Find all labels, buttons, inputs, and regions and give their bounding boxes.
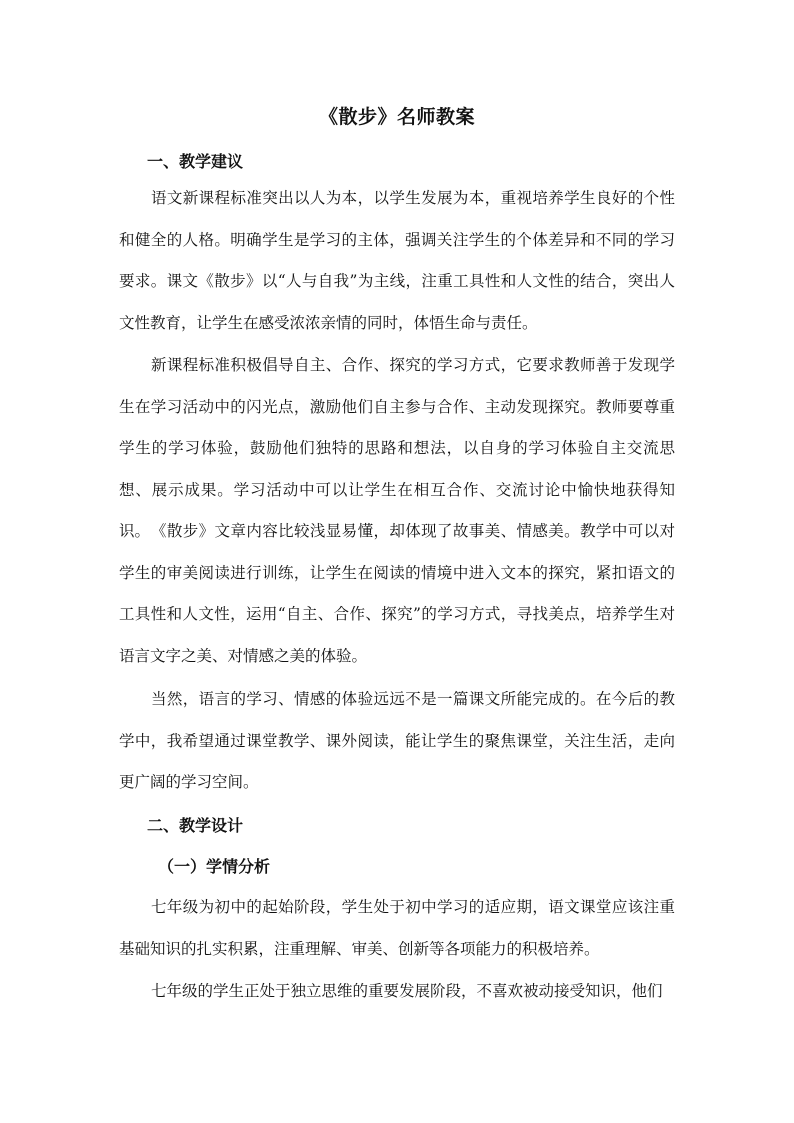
paragraph: 新课程标准积极倡导自主、合作、探究的学习方式，它要求教师善于发现学生在学习活动中的闪光点，激励他们自主参与合作、主动发现探究。教师要尊重学生的学习体验，鼓励他们独特的思路和想法，以自身的学习体验自主交流思想、展示成果。学习活动中可以让学生在相互合作、交流讨论中愉快地获得知识。 [119,356,675,541]
section-heading-teaching-design: 二、教学设计 [147,816,244,835]
subsection-heading-learner-analysis: （一）学情分析 [158,857,271,876]
section-heading-teaching-suggestions: 一、教学建议 [147,152,244,171]
paragraph: 七年级为初中的起始阶段，学生处于初中学习的适应期，语文课堂应该注重基础知识的扎实积累，注重理解、审美、创新等各项能力的积极培养。 [119,898,675,958]
document-title: 《散步》名师教案 [318,106,475,128]
paragraph: 《散步》文章内容比较浅显易懂，却体现了故事美、情感美。教学中可以对学生的审美阅读进行训练，让学生在阅读的情境中进入文本的探究，紧扣语文的工具性和人文性，运用“自主、合作、探究”的学习方式，寻找美点，培养学生对语言文字之美、对情感之美的体验。 [119,522,675,665]
paragraph: 七年级的学生正处于独立思维的重要发展阶段，不喜欢被动接受知识，他们 [151,982,663,1000]
paragraph: 当然，语言的学习、情感的体验远远不是一篇课文所能完成的。在今后的教学中，我希望通过课堂教学、课外阅读，能让学生的聚焦课堂，关注生活，走向更广阔的学习空间。 [119,690,675,792]
paragraph: 语文新课程标准突出以人为本，以学生发展为本，重视培养学生良好的个性和健全的人格。明确学生是学习的主体，强调关注学生的个体差异和不同的学习要求。课文《散步》以“人与自我”为主线，注重工具性和人文性的结合，突出人文性教育，让学生在感受浓浓亲情的同时，体悟生命与责任。 [119,189,675,332]
